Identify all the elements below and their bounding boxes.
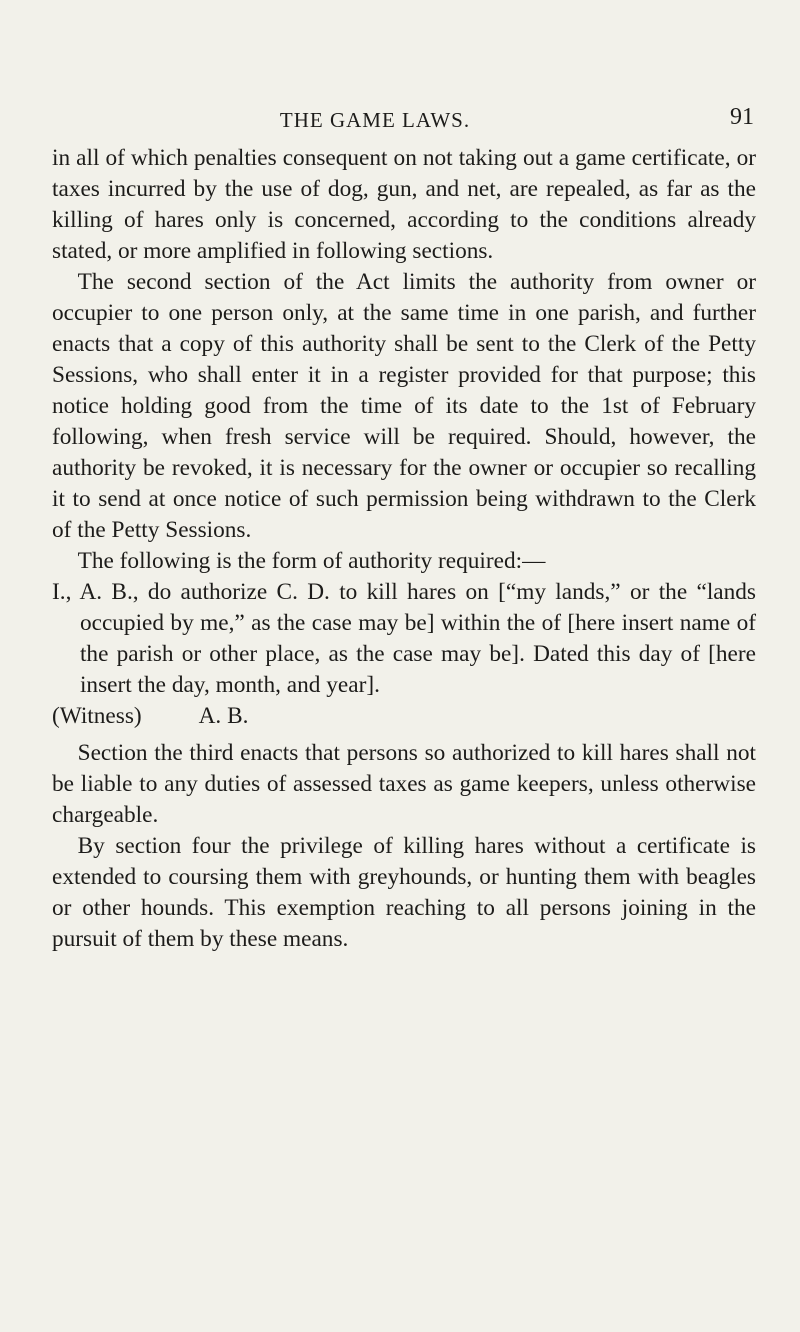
paragraph-section-four: By section four the privilege of killing hares without a certificate is extended to coursing them with greyhounds, or hunting them with beagles or other hounds. This exemption reaching to all persons joining in the pursuit of them by these means.: [52, 833, 756, 952]
paragraph-form-intro: The following is the form of authority required:—: [77, 548, 546, 574]
authority-form: I., A. B., do authorize C. D. to kill hares on [“my lands,” or the “lands occupied by me,” as the case may be] within the of [here insert name of the parish or other place, as the case may be]. Dated this day of [here insert the day, month, and year].: [52, 579, 756, 698]
paragraph-second-section: The second section of the Act limits the authority from owner or occupier to one person only, at the same time in one parish, and further enacts that a copy of this authority shall be sent to the Clerk of the Petty Sessions, who shall enter it in a register provided for that purpose; this notice holding good from the time of its date to the 1st of February following, when fresh service will be required. Should, however, the authority be revoked, it is necessary for the owner or occupier so recalling it to send at once notice of such permission being withdrawn to the Clerk of the Petty Sessions.: [52, 269, 756, 543]
page-number: 91: [730, 104, 754, 130]
body-text: [52, 143, 756, 955]
paragraph-continuation: in all of which penalties consequent on not taking out a game certificate, or taxes incurred by the use of dog, gun, and net, are repealed, as far as the killing of hares only is concerned, according to the conditions already stated, or more amplified in following sections.: [52, 145, 756, 264]
witness-line: (Witness) A. B.: [52, 703, 249, 729]
running-head: [0, 100, 800, 140]
running-title: THE GAME LAWS.: [279, 108, 471, 132]
paragraph-section-three: Section the third enacts that persons so authorized to kill hares shall not be liable to any duties of assessed taxes as game keepers, unless otherwise chargeable.: [52, 740, 756, 828]
